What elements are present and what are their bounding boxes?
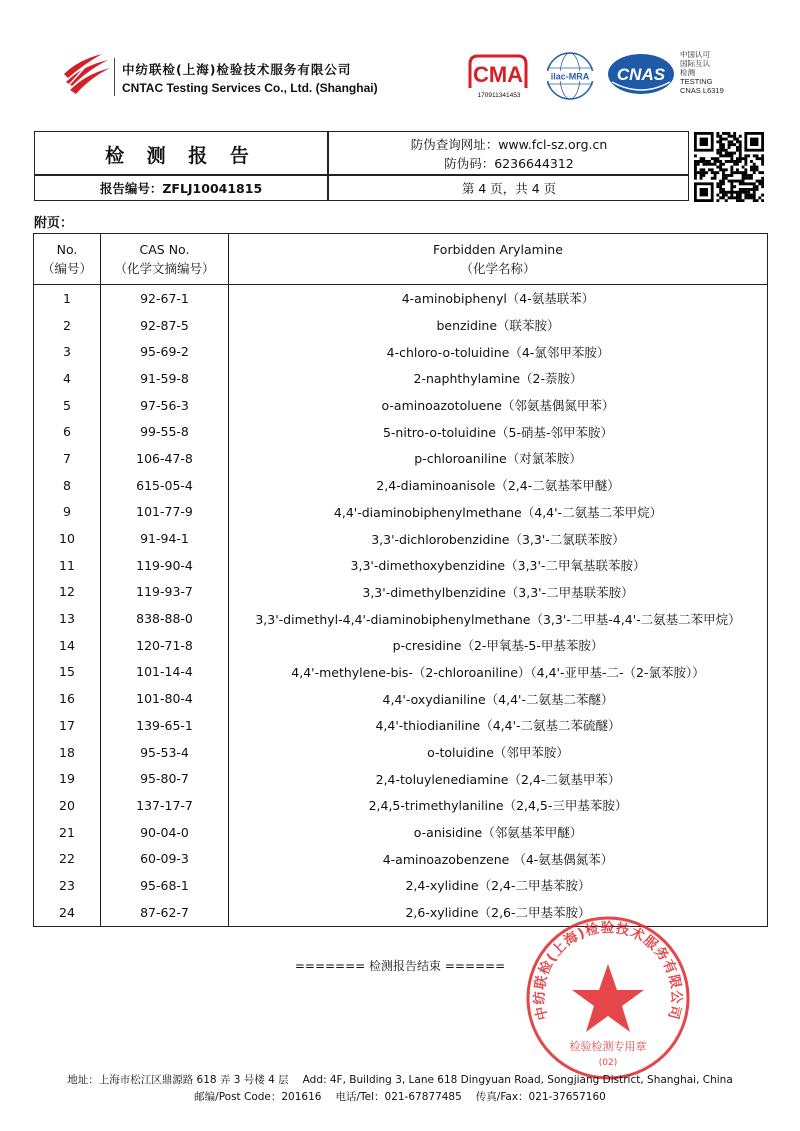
page-indicator: 第 4 页，共 4 页 xyxy=(461,181,557,196)
footer-fax: 传真/Fax：021-37657160 xyxy=(475,1091,606,1103)
cell-cas: 119-93-7 xyxy=(101,579,229,606)
footer-contact xyxy=(0,1089,800,1104)
cma-number: 170911341453 xyxy=(477,92,521,99)
table-row xyxy=(34,472,768,499)
cell-no: 23 xyxy=(34,872,101,899)
table-row xyxy=(34,338,768,365)
cell-name: 4,4'-diaminobiphenylmethane（4,4'-二氨基二苯甲烷） xyxy=(229,499,768,526)
cell-name: 2,4-xylidine（2,4-二甲基苯胺） xyxy=(229,872,768,899)
appendix-label: 附页： xyxy=(34,216,74,231)
table-row xyxy=(34,845,768,872)
cell-cas: 101-77-9 xyxy=(101,499,229,526)
cell-cas: 119-90-4 xyxy=(101,552,229,579)
table-row xyxy=(34,312,768,339)
table-row xyxy=(34,605,768,632)
cell-name: 2,6-xylidine（2,6-二甲基苯胺） xyxy=(229,899,768,926)
cnas-logo-icon xyxy=(606,52,676,96)
cell-no: 9 xyxy=(34,499,101,526)
footer-post-code: 邮编/Post Code：201616 xyxy=(194,1091,322,1103)
qr-code-icon xyxy=(694,132,764,202)
table-row xyxy=(34,659,768,686)
table-row xyxy=(34,792,768,819)
anti-fake-url: 防伪查询网址：www.fcl-sz.org.cn xyxy=(410,137,608,152)
cell-cas: 90-04-0 xyxy=(101,819,229,846)
company-name-en: CNTAC Testing Services Co., Ltd. (Shanghai) xyxy=(122,81,378,95)
cell-no: 4 xyxy=(34,365,101,392)
cell-name: 4,4'-thiodianiline（4,4'-二氨基二苯硫醚） xyxy=(229,712,768,739)
cell-name: o-aminoazotoluene（邻氨基偶氮甲苯） xyxy=(229,392,768,419)
table-row xyxy=(34,552,768,579)
cell-name: 3,3'-dichlorobenzidine（3,3'-二氯联苯胺） xyxy=(229,525,768,552)
forbidden-arylamine-table xyxy=(33,233,768,927)
table-row xyxy=(34,525,768,552)
cell-name: 4-aminobiphenyl（4-氨基联苯） xyxy=(229,285,768,312)
official-stamp-icon xyxy=(522,912,694,1084)
cell-cas: 91-59-8 xyxy=(101,365,229,392)
header-name-cn: （化学名称） xyxy=(460,261,536,276)
cell-cas: 95-68-1 xyxy=(101,872,229,899)
anti-fake-code: 防伪码：6236644312 xyxy=(444,156,574,171)
cell-no: 18 xyxy=(34,739,101,766)
cnas-line: 检测 xyxy=(680,68,695,77)
footer-address xyxy=(0,1072,800,1087)
cell-name: 4-chloro-o-toluidine（4-氯邻甲苯胺） xyxy=(229,338,768,365)
cell-cas: 95-53-4 xyxy=(101,739,229,766)
cell-no: 8 xyxy=(34,472,101,499)
footer-tel: 电话/Tel：021-67877485 xyxy=(335,1091,462,1103)
company-logo-icon xyxy=(62,52,112,96)
cnas-line: 中国认可 xyxy=(680,50,710,59)
cnas-line: 国际互认 xyxy=(680,59,710,68)
table-row xyxy=(34,499,768,526)
cell-no: 20 xyxy=(34,792,101,819)
report-end-line: ======= 检测报告结束 ====== xyxy=(294,959,506,973)
ilac-logo-text: ilac-MRA xyxy=(550,71,590,82)
cnas-logo-text: CNAS xyxy=(616,65,666,84)
table-row xyxy=(34,632,768,659)
cell-name: 4-aminoazobenzene （4-氨基偶氮苯） xyxy=(229,845,768,872)
table-row xyxy=(34,739,768,766)
table-row xyxy=(34,579,768,606)
cell-name: 3,3'-dimethyl-4,4'-diaminobiphenylmethane（3,3'-二甲基-4,4'-二氨基二苯甲烷） xyxy=(229,605,768,632)
cell-name: 2,4-diaminoanisole（2,4-二氨基苯甲醚） xyxy=(229,472,768,499)
cell-name: 4,4'-oxydianiline（4,4'-二氨基二苯醚） xyxy=(229,685,768,712)
cell-name: 2-naphthylamine（2-萘胺） xyxy=(229,365,768,392)
cell-no: 24 xyxy=(34,899,101,926)
table-row xyxy=(34,285,768,312)
stamp-ring-text: 中纺联检(上海)检验技术服务有限公司 xyxy=(531,920,685,1022)
cell-cas: 838-88-0 xyxy=(101,605,229,632)
header-name-en: Forbidden Arylamine xyxy=(433,242,563,257)
cell-no: 19 xyxy=(34,765,101,792)
header-cas-cn: （化学文摘编号） xyxy=(114,261,215,276)
footer-address-en: Add: 4F, Building 3, Lane 618 Dingyuan Road, Songjiang District, Shanghai, China xyxy=(302,1074,733,1086)
table-header-row xyxy=(34,234,768,285)
table-row xyxy=(34,765,768,792)
cell-name: o-toluidine（邻甲苯胺） xyxy=(229,739,768,766)
table-row xyxy=(34,872,768,899)
cell-cas: 91-94-1 xyxy=(101,525,229,552)
cell-no: 12 xyxy=(34,579,101,606)
cell-cas: 101-80-4 xyxy=(101,685,229,712)
table-row xyxy=(34,819,768,846)
cell-name: 2,4,5-trimethylaniline（2,4,5-三甲基苯胺） xyxy=(229,792,768,819)
cell-no: 10 xyxy=(34,525,101,552)
table-row xyxy=(34,445,768,472)
cell-no: 14 xyxy=(34,632,101,659)
cell-cas: 92-87-5 xyxy=(101,312,229,339)
table-row xyxy=(34,365,768,392)
header-cas xyxy=(101,234,229,285)
cell-cas: 92-67-1 xyxy=(101,285,229,312)
cell-name: 4,4'-methylene-bis-（2-chloroaniline）（4,4'-亚甲基-二-（2-氯苯胺）） xyxy=(229,659,768,686)
cell-no: 16 xyxy=(34,685,101,712)
table-row xyxy=(34,712,768,739)
cell-name: 2,4-toluylenediamine（2,4-二氨基甲苯） xyxy=(229,765,768,792)
cell-name: benzidine（联苯胺） xyxy=(229,312,768,339)
cell-cas: 87-62-7 xyxy=(101,899,229,926)
cma-logo-text: CMA xyxy=(472,62,524,87)
cell-cas: 615-05-4 xyxy=(101,472,229,499)
stamp-center-text: 检验检测专用章 xyxy=(569,1040,647,1053)
cell-no: 11 xyxy=(34,552,101,579)
cell-name: 3,3'-dimethoxybenzidine（3,3'-二甲氧基联苯胺） xyxy=(229,552,768,579)
cell-cas: 120-71-8 xyxy=(101,632,229,659)
cell-cas: 99-55-8 xyxy=(101,418,229,445)
cell-name: 3,3'-dimethylbenzidine（3,3'-二甲基联苯胺） xyxy=(229,579,768,606)
ilac-mra-logo-icon xyxy=(540,50,600,102)
cell-name: p-cresidine（2-甲氧基-5-甲基苯胺） xyxy=(229,632,768,659)
report-number: 报告编号：ZFLJ10041815 xyxy=(99,181,263,196)
cell-no: 2 xyxy=(34,312,101,339)
cell-cas: 97-56-3 xyxy=(101,392,229,419)
stamp-code: (02) xyxy=(598,1058,618,1068)
cell-cas: 106-47-8 xyxy=(101,445,229,472)
cell-no: 7 xyxy=(34,445,101,472)
cell-cas: 60-09-3 xyxy=(101,845,229,872)
table-row xyxy=(34,685,768,712)
cell-no: 5 xyxy=(34,392,101,419)
cell-no: 15 xyxy=(34,659,101,686)
cell-no: 13 xyxy=(34,605,101,632)
cell-no: 17 xyxy=(34,712,101,739)
report-header-box xyxy=(34,131,689,201)
cell-cas: 95-69-2 xyxy=(101,338,229,365)
cell-cas: 95-80-7 xyxy=(101,765,229,792)
header-cas-en: CAS No. xyxy=(139,242,190,257)
header-name xyxy=(229,234,768,285)
footer-address-cn: 地址：上海市松江区鼎源路 618 弄 3 号楼 4 层 xyxy=(67,1074,289,1086)
cell-no: 3 xyxy=(34,338,101,365)
cell-cas: 137-17-7 xyxy=(101,792,229,819)
cell-cas: 101-14-4 xyxy=(101,659,229,686)
table-row xyxy=(34,392,768,419)
cell-no: 6 xyxy=(34,418,101,445)
cell-no: 1 xyxy=(34,285,101,312)
cnas-line: TESTING xyxy=(680,77,713,86)
header-no-cn: （编号） xyxy=(41,261,92,276)
header-no xyxy=(34,234,101,285)
cell-no: 22 xyxy=(34,845,101,872)
company-name-cn: 中纺联检(上海)检验技术服务有限公司 xyxy=(122,62,352,77)
table-row xyxy=(34,418,768,445)
cell-name: p-chloroaniline（对氯苯胺） xyxy=(229,445,768,472)
report-title: 检 测 报 告 xyxy=(105,145,257,167)
header-no-en: No. xyxy=(56,242,78,257)
cell-name: 5-nitro-o-toluidine（5-硝基-邻甲苯胺） xyxy=(229,418,768,445)
cell-name: o-anisidine（邻氨基苯甲醚） xyxy=(229,819,768,846)
cnas-line: CNAS L6319 xyxy=(680,86,724,95)
cnas-accreditation-text xyxy=(680,50,724,95)
cell-no: 21 xyxy=(34,819,101,846)
header-divider xyxy=(114,58,115,96)
cell-cas: 139-65-1 xyxy=(101,712,229,739)
